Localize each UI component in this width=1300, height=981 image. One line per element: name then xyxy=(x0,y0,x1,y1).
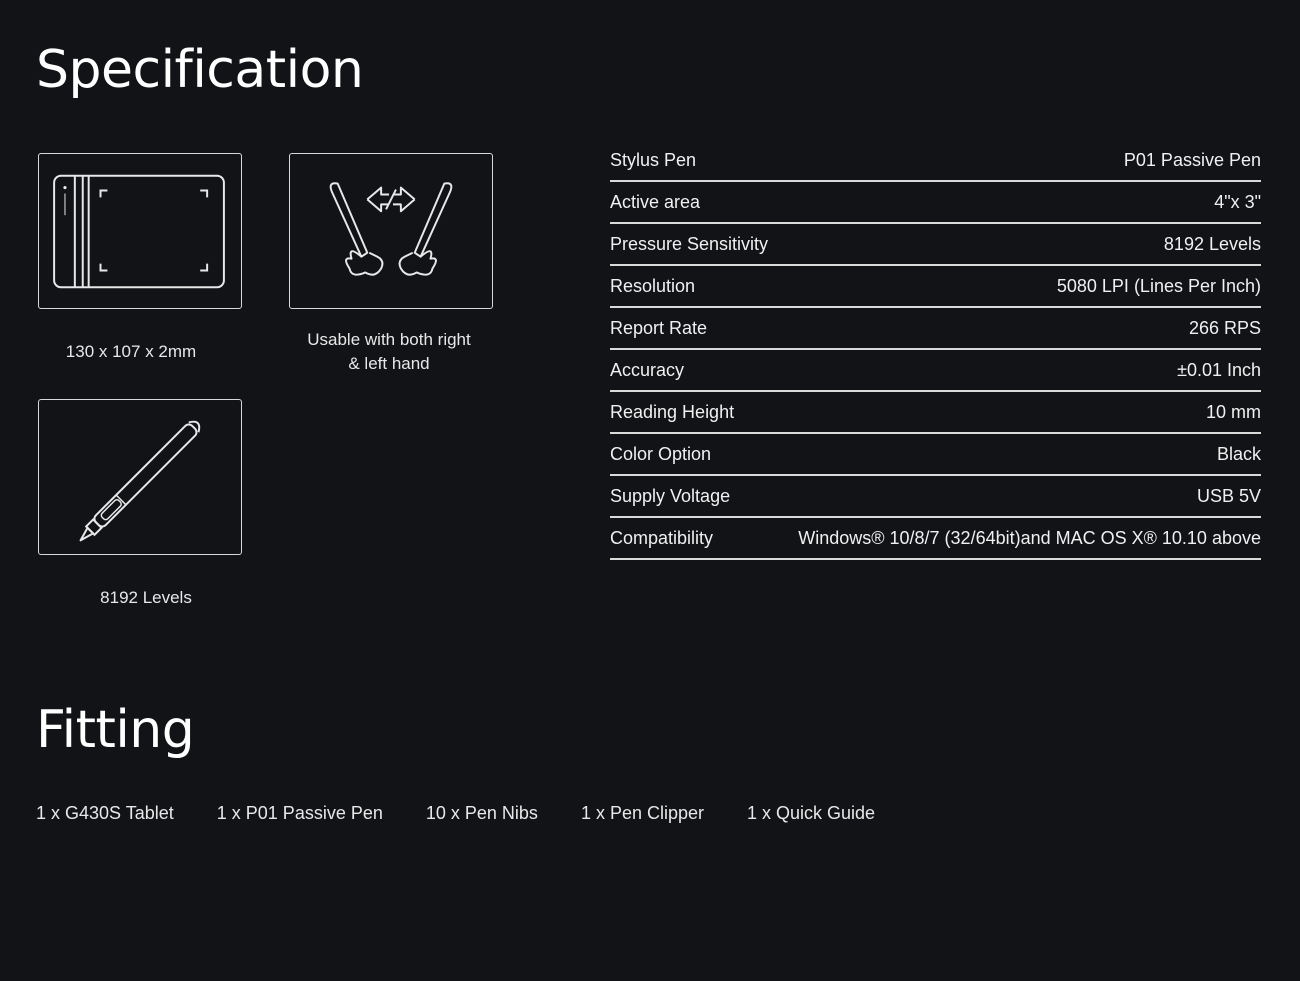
pen-pressure-card xyxy=(38,399,242,555)
spec-value: Black xyxy=(1216,443,1261,464)
ambidextrous-caption-line2: & left hand xyxy=(348,354,430,373)
spec-row-active-area xyxy=(610,182,1261,224)
spec-label: Supply Voltage xyxy=(610,485,731,506)
pen-pressure-caption: 8192 Levels xyxy=(100,588,192,607)
spec-label: Active area xyxy=(610,191,701,212)
spec-row-report-rate xyxy=(610,308,1261,350)
spec-label: Pressure Sensitivity xyxy=(610,233,769,254)
spec-label: Compatibility xyxy=(610,527,714,548)
spec-row-resolution xyxy=(610,266,1261,308)
spec-label: Stylus Pen xyxy=(610,149,697,170)
spec-row-reading-height xyxy=(610,392,1261,434)
spec-label: Resolution xyxy=(610,275,696,296)
spec-row-supply-voltage xyxy=(610,476,1261,518)
spec-value: 4"x 3" xyxy=(1214,191,1261,212)
spec-row-compatibility xyxy=(610,518,1261,560)
spec-value: 8192 Levels xyxy=(1163,233,1261,254)
fitting-item-clipper: 1 x Pen Clipper xyxy=(580,803,705,823)
spec-label: Accuracy xyxy=(610,359,685,380)
spec-label: Color Option xyxy=(610,443,712,464)
spec-value: P01 Passive Pen xyxy=(1123,149,1261,170)
fitting-item-nibs: 10 x Pen Nibs xyxy=(425,803,538,823)
tablet-dimensions-caption: 130 x 107 x 2mm xyxy=(65,342,197,361)
spec-row-stylus-pen xyxy=(610,140,1261,182)
spec-value: 266 RPS xyxy=(1188,317,1261,338)
ambidextrous-caption-line1: Usable with both right xyxy=(307,330,471,349)
spec-value: Windows® 10/8/7 (32/64bit)and MAC OS X® 10.10 above xyxy=(798,527,1261,548)
fitting-title: Fitting xyxy=(36,700,195,760)
spec-value: 5080 LPI (Lines Per Inch) xyxy=(1056,275,1261,296)
spec-value: USB 5V xyxy=(1196,485,1261,506)
spec-row-pressure-sensitivity xyxy=(610,224,1261,266)
tablet-icon xyxy=(39,154,241,308)
spec-row-color-option xyxy=(610,434,1261,476)
spec-table xyxy=(610,140,1261,560)
spec-row-accuracy xyxy=(610,350,1261,392)
spec-label: Report Rate xyxy=(610,317,708,338)
fitting-item-pen: 1 x P01 Passive Pen xyxy=(216,803,383,823)
fitting-item-guide: 1 x Quick Guide xyxy=(747,803,876,823)
spec-label: Reading Height xyxy=(610,401,735,422)
fitting-list xyxy=(36,803,875,824)
ambidextrous-card xyxy=(289,153,493,309)
ambidextrous-caption xyxy=(269,328,509,376)
specification-title: Specification xyxy=(36,40,364,100)
hands-icon xyxy=(290,154,492,308)
spec-value: ±0.01 Inch xyxy=(1177,359,1261,380)
pen-icon xyxy=(39,400,241,554)
fitting-item-tablet: 1 x G430S Tablet xyxy=(36,803,174,823)
tablet-dimensions-card xyxy=(38,153,242,309)
spec-value: 10 mm xyxy=(1205,401,1261,422)
